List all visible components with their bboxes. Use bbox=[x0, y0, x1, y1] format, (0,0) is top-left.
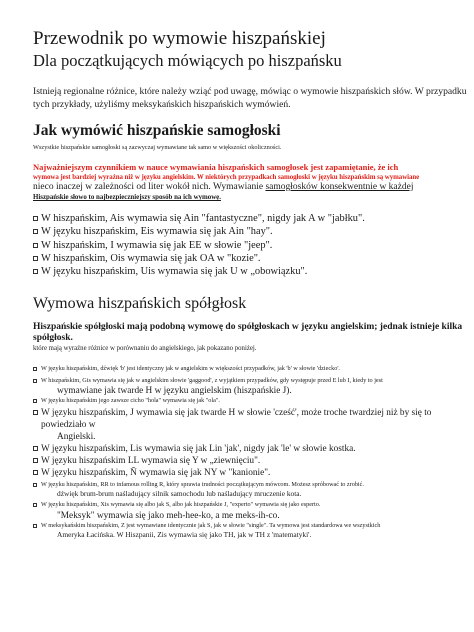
checkbox-icon bbox=[33, 483, 37, 487]
list-item: W języku hiszpańskim jego zawsze cicho "hola" wymawia się jak "ola". bbox=[33, 397, 469, 405]
vowels-rule-block bbox=[33, 162, 469, 202]
list-item: W języku hiszpańskim, RR to infamous rolling R, który sprawia trudności początkującym mówcom. Możesz spróbować to zrobić. dźwięk brum-brum naśladujący silnik samochodu lub naśladujący mruczenie kota. bbox=[33, 481, 469, 499]
checkbox-icon bbox=[33, 256, 38, 261]
vowels-line-3-start: nieco inaczej w zależności od liter wokół nich. Wymawianie bbox=[33, 182, 264, 192]
list-item: W języku hiszpańskim LL wymawia się Y w „ziewnięciu". bbox=[33, 455, 469, 467]
document-page bbox=[33, 28, 469, 540]
intro-paragraph: Istnieją regionalne różnice, które należy wziąć pod uwagę, mówiąc o wymowie hiszpańskich słów. W przypadku tych przykłady, użyliśmy meksykańskich hiszpańskich wymówień. bbox=[33, 86, 467, 110]
list-item: W języku hiszpańskim, J wymawia się jak twarde H w słowie 'cześć', może troche twardziej niż by się to powiedziało w Angielski. bbox=[33, 407, 469, 443]
vowels-red-line-1: Najważniejszym czynnikiem w nauce wymawiania hiszpańskich samogłosek jest zapamiętanie, że ich bbox=[33, 162, 399, 172]
vowels-line-3 bbox=[33, 182, 469, 193]
checkbox-icon bbox=[33, 269, 38, 274]
checkbox-icon bbox=[33, 458, 38, 463]
vowels-red-line-2: wymowa jest bardziej wyraźna niż w języku angielskim. W niektórych przypadkach samogłoski w języku hiszpańskim są wymawiane bbox=[33, 174, 420, 181]
vowels-list bbox=[33, 212, 469, 278]
checkbox-icon bbox=[33, 524, 37, 528]
list-item: W hiszpańskim, Gis wymawia się jak w angielskim słowie 'gaggood', z wyjątkiem przypadków, gdy występuje przed E lub I, kiedy to jest wymawiane jak twarde H w języku angielskim (hiszpańskie J). bbox=[33, 377, 469, 397]
checkbox-icon bbox=[33, 399, 37, 403]
list-item: W języku hiszpańskim, Ñ wymawia się jak NY w "kanionie". bbox=[33, 467, 469, 479]
consonants-lead: Hiszpańskie spółgłoski mają podobną wymowę do spółgłoskach w języku angielskim; jednak istnieje kilka spółgłosk. bbox=[33, 322, 463, 344]
consonants-list bbox=[33, 365, 469, 539]
vowels-note: Wszystkie hiszpańskie samogłoski są zazwyczaj wymawiane tak samo w większości okoliczności. bbox=[33, 144, 282, 151]
list-item: W języku hiszpańskim, Uis wymawia się jak U w „obowiązku". bbox=[33, 265, 469, 278]
vowels-line-3-underlined: samogłosków konsekwentnie w każdej bbox=[265, 182, 414, 192]
list-item: W języku hiszpańskim, Lis wymawia się jak Lin 'jak', nigdy jak 'le' w słowie kostka. bbox=[33, 443, 469, 455]
vowels-line-4: Hiszpańskie słowo to najbezpieczniejszy sposób na ich wymowę. bbox=[33, 194, 221, 201]
list-item: W języku hiszpańskim, Xis wymawia się albo jak S, albo jak hiszpańskie J, "experto" wymawia się jako esperto. "Meksyk" wymawia się jako meh-hee-ko, a me meks-ih-co. bbox=[33, 501, 469, 521]
list-item: W hiszpańskim, Ois wymawia się jak OA w "kozie". bbox=[33, 252, 469, 265]
document-title: Przewodnik po wymowie hiszpańskiej bbox=[33, 28, 326, 49]
document-subtitle: Dla początkujących mówiących po hiszpańsku bbox=[33, 51, 342, 70]
checkbox-icon bbox=[33, 446, 38, 451]
consonants-lead-note: które mają wyraźne różnice w porównaniu do angielskiego, jak pokazano poniżej. bbox=[33, 345, 257, 353]
list-item: W języku hiszpańskim, dźwięk 'b' jest identyczny jak w angielskim w większości przypadków, jak 'b' w słowie 'dziecko'. bbox=[33, 365, 469, 373]
list-item: W hiszpańskim, I wymawia się jak EE w słowie "jeep". bbox=[33, 239, 469, 252]
checkbox-icon bbox=[33, 367, 37, 371]
checkbox-icon bbox=[33, 470, 38, 475]
list-item: W hiszpańskim, Ais wymawia się Ain "fantastyczne", nigdy jak A w "jabłku". bbox=[33, 212, 469, 225]
checkbox-icon bbox=[33, 243, 38, 248]
checkbox-icon bbox=[33, 379, 37, 383]
list-item: W meksykańskim hiszpańskim, Z jest wymawiane identycznie jak S, jak w słowie "single". Ta wymowa jest standardowa we wszystkich Ameryka Łacińska. W Hiszpanii, Zis wymawia się jako TH, jak w TH z 'matematyki'. bbox=[33, 522, 469, 540]
checkbox-icon bbox=[33, 229, 38, 234]
checkbox-icon bbox=[33, 410, 38, 415]
checkbox-icon bbox=[33, 503, 37, 507]
vowels-heading: Jak wymówić hiszpańskie samogłoski bbox=[33, 122, 281, 139]
list-item: W języku hiszpańskim, Eis wymawia się jak Ain "hay". bbox=[33, 225, 469, 238]
consonants-heading: Wymowa hiszpańskich spółgłosk bbox=[33, 295, 247, 313]
checkbox-icon bbox=[33, 216, 38, 221]
